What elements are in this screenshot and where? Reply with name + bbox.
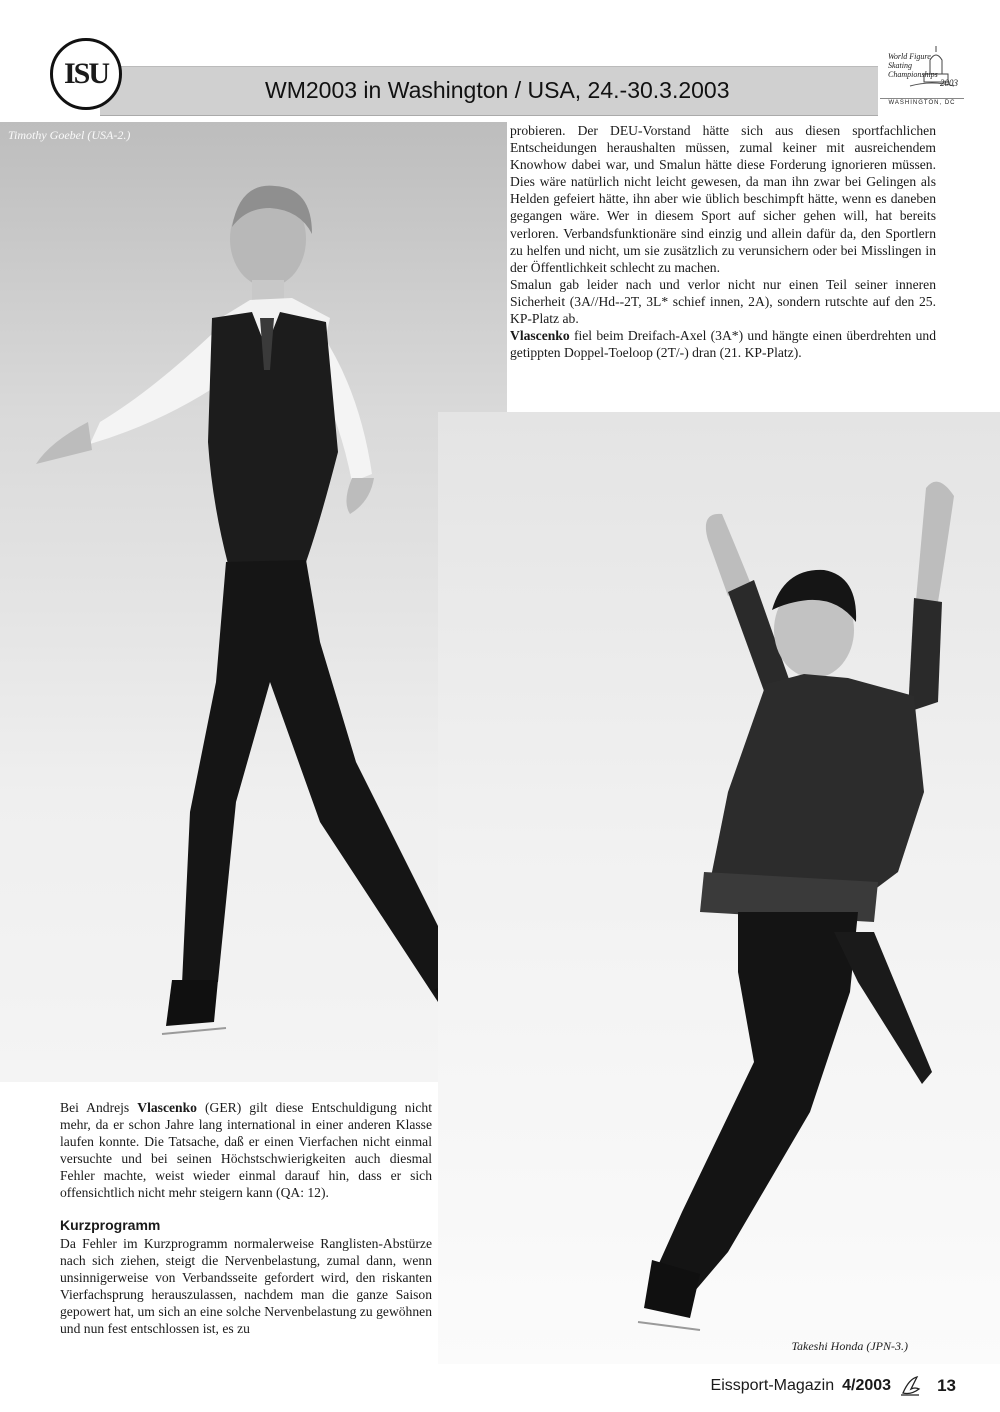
skater-figure-1	[0, 122, 507, 1082]
paragraph: Da Fehler im Kurzprogramm normalerweise Ranglisten-Abstürze nach sich ziehen, steigt die Nervenbelastung, zumal dann, wenn unsinnigerweise von Verbandsseite gefordert wird, den riskanten Vierfachsprung herauszulassen, nachdem man die ganze Saison gepowert hat, um sich an eine solche Nervenbelastung zu gewöhnen und nun fest entschlossen ist, es zu	[60, 1235, 432, 1337]
paragraph	[60, 1099, 432, 1202]
header-bar	[100, 66, 878, 116]
paragraph: probieren. Der DEU-Vorstand hätte sich aus diesen sportfachlichen Entscheidungen heraushalten müssen, zumal keiner mit ausreichendem Knowhow dabei war, und Smalun hätte diese Forderung ignorieren müssen. Dies wäre natürlich nicht leicht gewesen, da man ihn zwar bei Gelingen als Helden gefeiert hätte, ihn aber wie üblich beschimpft hätte, wenn es daneben gegangen wäre. Wer in diesem Sport auf sicher gehen will, hat bereits verloren. Verbandsfunktionäre sind einzig und allein dafür da, den Sportlern zu helfen und nicht, um sie zusätzlich zu verunsichern oder bei Misslingen in der Öffentlichkeit schlecht zu machen.	[510, 123, 936, 275]
championship-logo-location: WASHINGTON, DC	[880, 98, 964, 106]
magazine-name: Eissport-Magazin	[710, 1377, 835, 1394]
skater-name: Vlascenko	[137, 1100, 197, 1115]
championship-logo	[880, 40, 964, 110]
skater-figure-2	[438, 412, 1000, 1364]
skater-icon	[899, 1375, 921, 1397]
section-heading: Kurzprogramm	[60, 1216, 161, 1233]
photo-caption-goebel: Timothy Goebel (USA-2.)	[8, 128, 131, 142]
championship-logo-text: World Figure Skating Championships	[888, 52, 938, 79]
page-footer	[711, 1375, 956, 1397]
issue-number: 4/2003	[842, 1377, 892, 1394]
photo-takeshi-honda	[438, 412, 1000, 1364]
paragraph: Smalun gab leider nach und verlor nicht nur einen Teil seiner inneren Sicherheit (3A//Hd--2T, 3L* schief innen, 2A), sondern rutschte auf den 25. KP-Platz ab.	[510, 276, 936, 327]
paragraph-text: (GER) gilt diese Entschuldigung nicht mehr, da er schon Jahre lang international in einer anderen Klasse laufen konnte. Die Tatsache, daß er einen Vierfachen nicht einmal versuchte und bei seinen Höchstschwierigkeiten auch diesmal Fehler machte, weist wieder einmal darauf hin, dass er sich offensichtlich nicht mehr steigern kann (QA: 12).	[60, 1100, 432, 1201]
photo-caption-honda: Takeshi Honda (JPN-3.)	[791, 1339, 908, 1353]
article-left-column	[60, 1099, 436, 1343]
page-number: 13	[937, 1376, 956, 1395]
paragraph-text: Bei Andrejs	[60, 1100, 138, 1115]
championship-logo-year: 2003	[940, 78, 958, 88]
page-title: WM2003 in Washington / USA, 24.-30.3.2003	[265, 77, 730, 103]
isu-logo: ISU	[50, 38, 122, 110]
photo-timothy-goebel	[0, 122, 507, 1082]
article-right-column	[510, 122, 936, 361]
paragraph	[510, 327, 936, 361]
skater-name: Vlascenko	[510, 328, 570, 344]
paragraph-text: fiel beim Dreifach-Axel (3A*) und hängte einen überdrehten und getippten Doppel-Toeloop (2T/-) dran (21. KP-Platz).	[510, 328, 936, 361]
